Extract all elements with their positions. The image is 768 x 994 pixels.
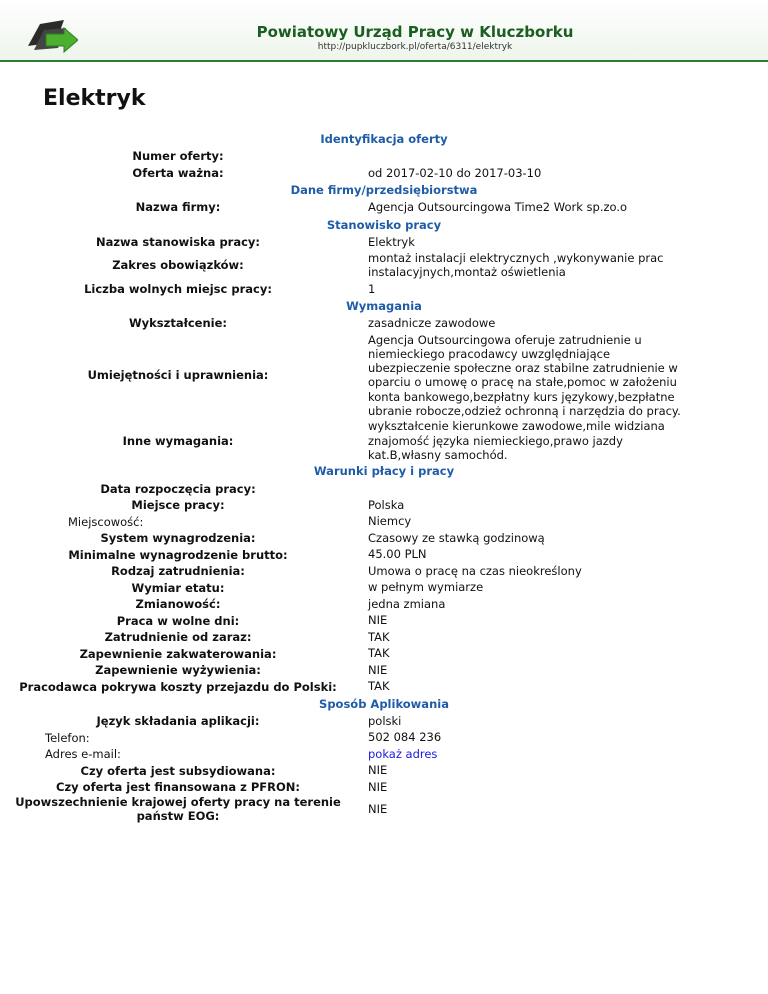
field-label: Zatrudnienie od zaraz: [104,630,252,645]
field-skills [0,333,768,419]
field-value: polski [368,713,402,728]
field-label: Wykształcenie: [128,316,228,331]
field-label: System wynagrodzenia: [100,531,256,546]
site-title: Powiatowy Urząd Pracy w Kluczborku [256,23,574,41]
field-value: 1 [368,281,376,296]
field-position-name [0,234,768,251]
field-label: Miejscowość: [68,514,144,529]
field-value: Agencja Outsourcingowa Time2 Work sp.zo.o [368,200,628,215]
field-label: Język składania aplikacji: [96,714,260,729]
field-email [0,746,768,763]
field-other-requirements [0,419,768,462]
field-value: 502 084 236 [368,730,442,745]
field-label: Minimalne wynagrodzenie brutto: [68,547,288,562]
field-subsidized [0,762,768,779]
section-identification: Identyfikacja oferty [320,132,448,146]
field-min-salary [0,546,768,563]
field-label: Pracodawca pokrywa koszty przejazdu do Polski: [19,679,337,694]
field-city [0,513,768,530]
field-pfron [0,779,768,796]
field-value: TAK [368,679,390,694]
field-value: Umowa o pracę na czas nieokreślony [368,563,582,578]
section-position: Stanowisko pracy [326,217,442,232]
field-working-time [0,579,768,596]
field-label: Zapewnienie wyżywienia: [95,663,261,678]
field-label: Umiejętności i uprawnienia: [87,368,269,383]
field-label: Rodzaj zatrudnienia: [111,564,245,579]
field-label: Zapewnienie zakwaterowania: [79,646,277,661]
field-label: Praca w wolne dni: [116,613,240,628]
field-label: Oferta ważna: [132,165,224,180]
field-travel-costs [0,678,768,695]
field-value: w pełnym wymiarze [368,580,484,595]
field-value: wykształcenie kierunkowe zawodowe,mile widziana znajomość języka niemieckiego,prawo jazdy kat.B,własny samochód. [368,419,665,462]
field-value: Czasowy ze stawką godzinową [368,530,545,545]
field-value: od 2017-02-10 do 2017-03-10 [368,165,542,180]
field-label: Numer oferty: [132,149,224,164]
field-label: Czy oferta jest finansowana z PFRON: [56,780,300,795]
field-pay-system [0,530,768,547]
section-conditions: Warunki płacy i pracy [313,464,455,479]
field-label: Nazwa stanowiska pracy: [95,234,261,249]
field-shifts [0,596,768,613]
field-phone [0,729,768,746]
field-duties [0,251,768,280]
field-company-name [0,199,768,216]
section-company: Dane firmy/przedsiębiorstwa [290,183,478,197]
field-value: Agencja Outsourcingowa oferuje zatrudnienie u niemieckiego pracodawcy uwzględniające ubezpieczenie społeczne oraz stabilne zatrudnienie w oparciu o umowę o pracę na stałe,pomoc w założeniu konta bankowego,bezpłatny kurs językowy,bezpłatne ubranie robocze,odzież ochronną i narzędzia do pracy. [368,332,681,419]
offer-details [0,130,768,823]
field-value: TAK [368,629,390,644]
field-value: NIE [368,763,388,778]
field-value: NIE [368,613,388,628]
field-meals [0,662,768,679]
field-label: Inne wymagania: [122,433,234,448]
field-label: Miejsce pracy: [131,498,225,513]
section-application: Sposób Aplikowania [319,696,449,711]
field-value: zasadnicze zawodowe [368,316,496,331]
field-label: Upowszechnienie krajowej oferty pracy na terenie państw EOG: [15,795,341,824]
field-label: Czy oferta jest subsydiowana: [80,763,276,778]
field-value: Polska [368,497,405,512]
field-label: Wymiar etatu: [131,580,225,595]
field-employment-type [0,563,768,580]
field-value: NIE [368,662,388,677]
field-value: NIE [368,779,388,794]
field-value-container [362,747,768,761]
field-value: Elektryk [368,234,415,249]
site-url: http://pupkluczbork.pl/oferta/6311/elektryk [317,42,513,52]
show-email-link[interactable]: pokaż adres [368,746,438,761]
field-vacancies [0,281,768,298]
field-workplace [0,497,768,514]
field-education [0,315,768,332]
field-offer-valid [0,165,768,182]
field-language [0,713,768,730]
field-label: Telefon: [45,730,90,745]
field-value: Niemcy [368,514,412,529]
field-label: Adres e-mail: [45,747,121,762]
field-start-date [0,480,768,497]
field-value: montaż instalacji elektrycznych ,wykonywanie prac instalacyjnych,montaż oświetlenia [368,251,664,280]
field-label: Zakres obowiązków: [112,258,244,273]
field-immediate-start [0,629,768,646]
field-label: Data rozpoczęcia pracy: [100,481,256,496]
field-offer-number [0,148,768,165]
field-value: 45.00 PLN [368,547,427,562]
site-header [0,0,768,62]
field-eea [0,795,768,823]
field-days-off-work [0,612,768,629]
field-value: jedna zmiana [368,596,446,611]
field-value: TAK [368,646,390,661]
section-requirements: Wymagania [346,299,422,314]
field-accommodation [0,645,768,662]
field-label: Liczba wolnych miejsc pracy: [84,281,272,296]
field-label: Nazwa firmy: [135,200,221,215]
page-title: Elektryk [43,86,146,111]
field-label: Zmianowość: [135,597,221,612]
field-value: NIE [368,802,388,817]
